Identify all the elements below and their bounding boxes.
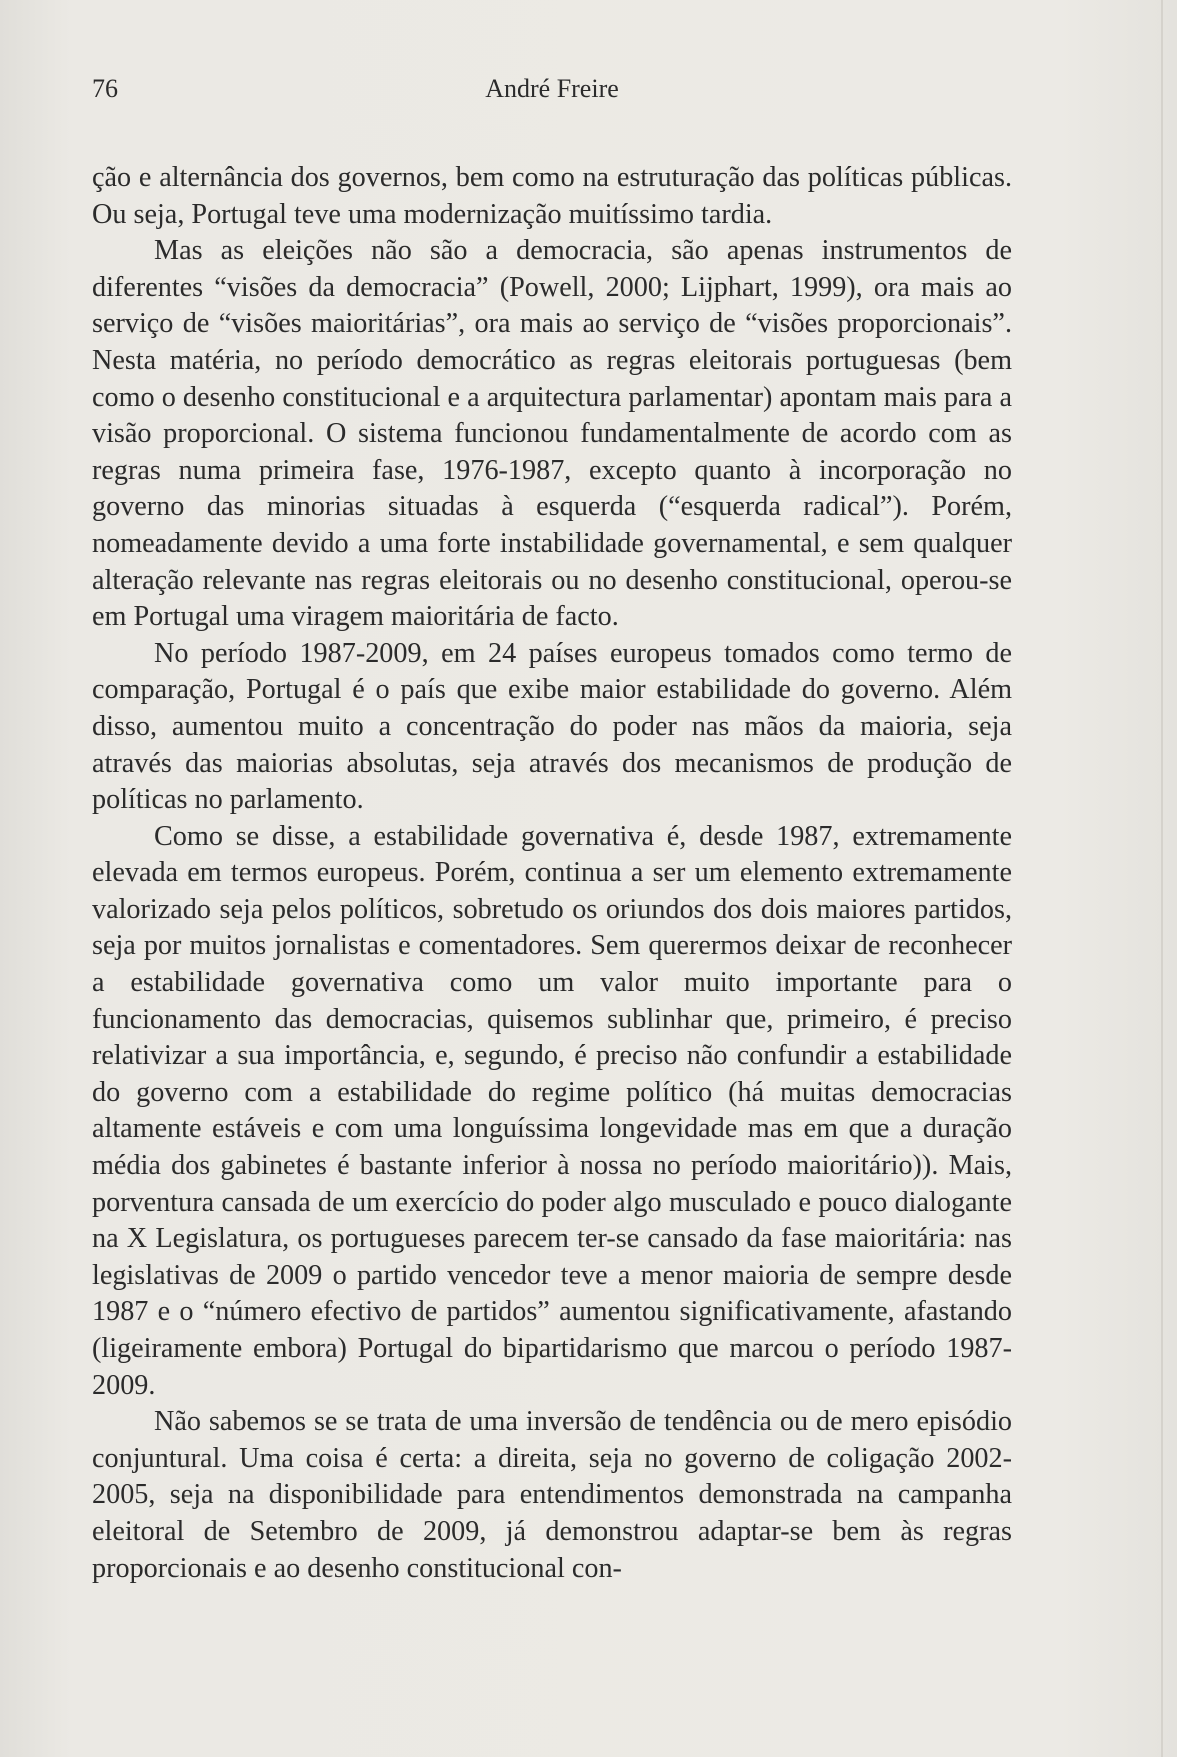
body-text (92, 160, 1012, 1587)
page-header (92, 74, 1012, 114)
paragraph-continuation: ção e alternância dos governos, bem como na estruturação das políticas públicas. Ou seja, Portugal teve uma modernização muitíssimo tardia. (92, 162, 1012, 230)
paragraph: No período 1987-2009, em 24 países europeus tomados como termo de comparação, Portugal é o país que exibe maior estabilidade do governo. Além disso, aumentou muito a concentração do poder nas mãos da maioria, seja através das maiorias absolutas, seja através dos mecanismos de produção de políticas no parlamento. (92, 637, 1012, 816)
paragraph: Como se disse, a estabilidade governativa é, desde 1987, extremamente elevada em termos europeus. Porém, continua a ser um elemento extremamente valorizado seja pelos políticos, sobretudo os oriundos dos dois maiores partidos, seja por muitos jornalistas e comentadores. Sem querermos deixar de reconhecer a estabilidade governativa como um valor muito importante para o funcionamento das democracias, quisemos sublinhar que, primeiro, é preciso relativizar a sua importância, e, segundo, é preciso não confundir a estabilidade do governo com a estabilidade do regime político (há muitas democracias altamente estáveis e com uma longuíssima longevidade mas em que a duração média dos gabinetes é bastante inferior à nossa no período maioritário)). Mais, porventura cansada de um exercício do poder algo musculado e pouco dialogante na X Legislatura, os portugueses parecem ter-se cansado da fase maioritária: nas legislativas de 2009 o partido vencedor teve a menor maioria de sempre desde 1987 e o “número efectivo de partidos” aumentou significativamente, afastando (ligeiramente embora) Portugal do bipartidarismo que marcou o período 1987-2009. (92, 820, 1012, 1401)
page-number: 76 (92, 74, 118, 103)
paragraph: Não sabemos se se trata de uma inversão de tendência ou de mero episódio conjuntural. Uma coisa é certa: a direita, seja no governo de coligação 2002-2005, seja na disponibilidade para entendimentos demonstrada na campanha eleitoral de Setembro de 2009, já demonstrou adaptar-se bem às regras proporcionais e ao desenho constitucional con- (92, 1406, 1012, 1584)
paragraph: Mas as eleições não são a democracia, são apenas instrumentos de diferentes “visões da democracia” (Powell, 2000; Lijphart, 1999), ora mais ao serviço de “visões maioritárias”, ora mais ao serviço de “visões proporcionais”. Nesta matéria, no período democrático as regras eleitorais portuguesas (bem como o desenho constitucional e a arquitectura parlamentar) apontam mais para a visão proporcional. O sistema funcionou fundamentalmente de acordo com as regras numa primeira fase, 1976-1987, excepto quanto à incorporação no governo das minorias situadas à esquerda (“esquerda radical”). Porém, nomeadamente devido a uma forte instabilidade governamental, e sem qualquer alteração relevante nas regras eleitorais ou no desenho constitucional, operou-se em Portugal uma viragem maioritária de facto. (92, 235, 1012, 633)
running-head: André Freire (485, 74, 619, 103)
page-edge-shadow (1161, 0, 1163, 1757)
